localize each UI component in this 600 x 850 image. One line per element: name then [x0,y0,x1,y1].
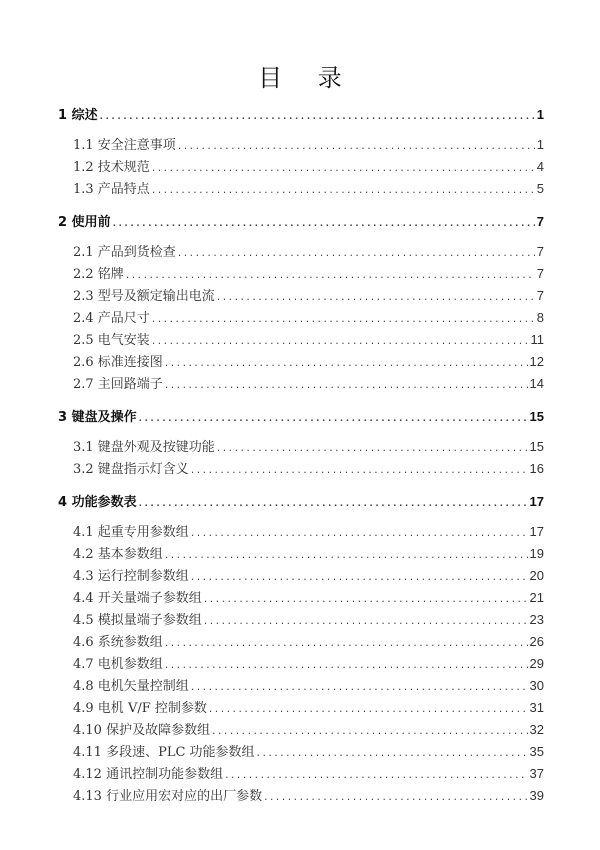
entry-title: 3.1 键盘外观及按键功能 [73,440,215,455]
dot-leader [256,743,528,765]
toc-section-entry[interactable] [58,521,544,543]
entry-page-number: 1 [536,137,544,152]
toc-section-entry[interactable] [58,156,544,178]
entry-title: 2 使用前 [58,215,111,230]
toc-section-entry[interactable] [58,134,544,156]
dot-leader [177,243,535,265]
toc-section-entry[interactable] [58,741,544,763]
entry-title: 4.3 运行控制参数组 [73,569,189,584]
toc-section-entry[interactable] [58,307,544,329]
dot-leader [263,787,527,809]
entry-title: 2.6 标准连接图 [73,355,163,370]
dot-leader [216,287,535,309]
entry-page-number: 23 [529,612,544,627]
toc-chapter-entry[interactable] [58,491,544,513]
entry-title: 4 功能参数表 [58,495,137,510]
entry-page-number: 30 [529,678,544,693]
dot-leader [151,180,535,202]
dot-leader [208,699,528,721]
dot-leader [224,765,527,787]
entry-page-number: 12 [529,354,544,369]
entry-page-number: 8 [536,310,544,325]
entry-page-number: 17 [529,494,544,509]
entry-page-number: 15 [529,409,544,424]
entry-page-number: 29 [529,656,544,671]
entry-title: 4.10 保护及故障参数组 [73,723,211,738]
toc-chapter-entry[interactable] [58,406,544,428]
entry-title: 2.5 电气安装 [73,333,150,348]
entry-page-number: 7 [536,244,544,259]
entry-title: 4.12 通讯控制功能参数组 [73,767,224,782]
toc-section-entry[interactable] [58,241,544,263]
toc-section-entry[interactable] [58,785,544,807]
entry-title: 2.2 铭牌 [73,267,124,282]
entry-page-number: 32 [529,722,544,737]
entry-page-number: 7 [536,266,544,281]
entry-title: 2.4 产品尺寸 [73,311,150,326]
entry-page-number: 17 [529,524,544,539]
toc-section-entry[interactable] [58,329,544,351]
toc-section-entry[interactable] [58,351,544,373]
toc-section-entry[interactable] [58,373,544,395]
entry-page-number: 1 [536,107,544,122]
entry-title: 4.5 模拟量端子参数组 [73,613,202,628]
entry-page-number: 16 [529,461,544,476]
entry-page-number: 5 [536,181,544,196]
entry-title: 4.6 系统参数组 [73,635,163,650]
dot-leader [164,655,528,677]
dot-leader [138,408,528,430]
dot-leader [190,677,528,699]
entry-page-number: 21 [529,590,544,605]
toc-section-entry[interactable] [58,631,544,653]
toc-section-entry[interactable] [58,178,544,200]
entry-title: 4.8 电机矢量控制组 [73,679,189,694]
entry-page-number: 35 [529,744,544,759]
entry-title: 4.9 电机 V/F 控制参数 [73,701,207,716]
dot-leader [99,106,535,128]
entry-title: 2.7 主回路端子 [73,377,163,392]
toc-section-entry[interactable] [58,653,544,675]
dot-leader [112,213,535,235]
dot-leader [216,438,528,460]
toc-section-entry[interactable] [58,675,544,697]
entry-title: 4.2 基本参数组 [73,547,163,562]
toc-chapter-entry[interactable] [58,211,544,233]
toc-section-entry[interactable] [58,458,544,480]
entry-page-number: 20 [529,568,544,583]
toc-title: 目 录 [258,64,356,92]
toc-section-entry[interactable] [58,285,544,307]
dot-leader [151,309,535,331]
toc-section-entry[interactable] [58,763,544,785]
dot-leader [203,611,528,633]
entry-title: 4.4 开关量端子参数组 [73,591,202,606]
toc-section-entry[interactable] [58,587,544,609]
entry-title: 3 键盘及操作 [58,410,137,425]
dot-leader [203,589,528,611]
toc-section-entry[interactable] [58,719,544,741]
entry-page-number: 39 [529,788,544,803]
entry-title: 1.1 安全注意事项 [73,138,176,153]
toc-section-entry[interactable] [58,565,544,587]
entry-title: 1.3 产品特点 [73,182,150,197]
entry-page-number: 31 [529,700,544,715]
dot-leader [138,493,528,515]
dot-leader [164,633,528,655]
entry-title: 3.2 键盘指示灯含义 [73,462,189,477]
entry-page-number: 11 [530,332,544,347]
entry-title: 1 综述 [58,108,98,123]
entry-page-number: 7 [536,214,544,229]
toc-chapter-entry[interactable] [58,104,544,126]
dot-leader [164,375,528,397]
dot-leader [177,136,535,158]
entry-title: 2.3 型号及额定输出电流 [73,289,215,304]
entry-page-number: 14 [529,376,544,391]
dot-leader [151,331,529,353]
dot-leader [125,265,535,287]
entry-title: 4.7 电机参数组 [73,657,163,672]
entry-page-number: 15 [529,439,544,454]
toc-section-entry[interactable] [58,609,544,631]
entry-title: 4.13 行业应用宏对应的出厂参数 [73,789,263,804]
entry-page-number: 7 [536,288,544,303]
dot-leader [190,567,528,589]
dot-leader [190,523,528,545]
toc-section-entry[interactable] [58,436,544,458]
entry-title: 1.2 技术规范 [73,160,150,175]
entry-title: 4.11 多段速、PLC 功能参数组 [73,745,255,760]
dot-leader [164,545,528,567]
entry-page-number: 19 [529,546,544,561]
entry-page-number: 26 [529,634,544,649]
toc-section-entry[interactable] [58,263,544,285]
toc-section-entry[interactable] [58,697,544,719]
dot-leader [164,353,528,375]
toc-section-entry[interactable] [58,543,544,565]
table-of-contents [58,104,544,807]
dot-leader [151,158,535,180]
entry-title: 4.1 起重专用参数组 [73,525,189,540]
dot-leader [211,721,527,743]
dot-leader [190,460,528,482]
entry-page-number: 4 [536,159,544,174]
entry-page-number: 37 [529,766,544,781]
entry-title: 2.1 产品到货检查 [73,245,176,260]
